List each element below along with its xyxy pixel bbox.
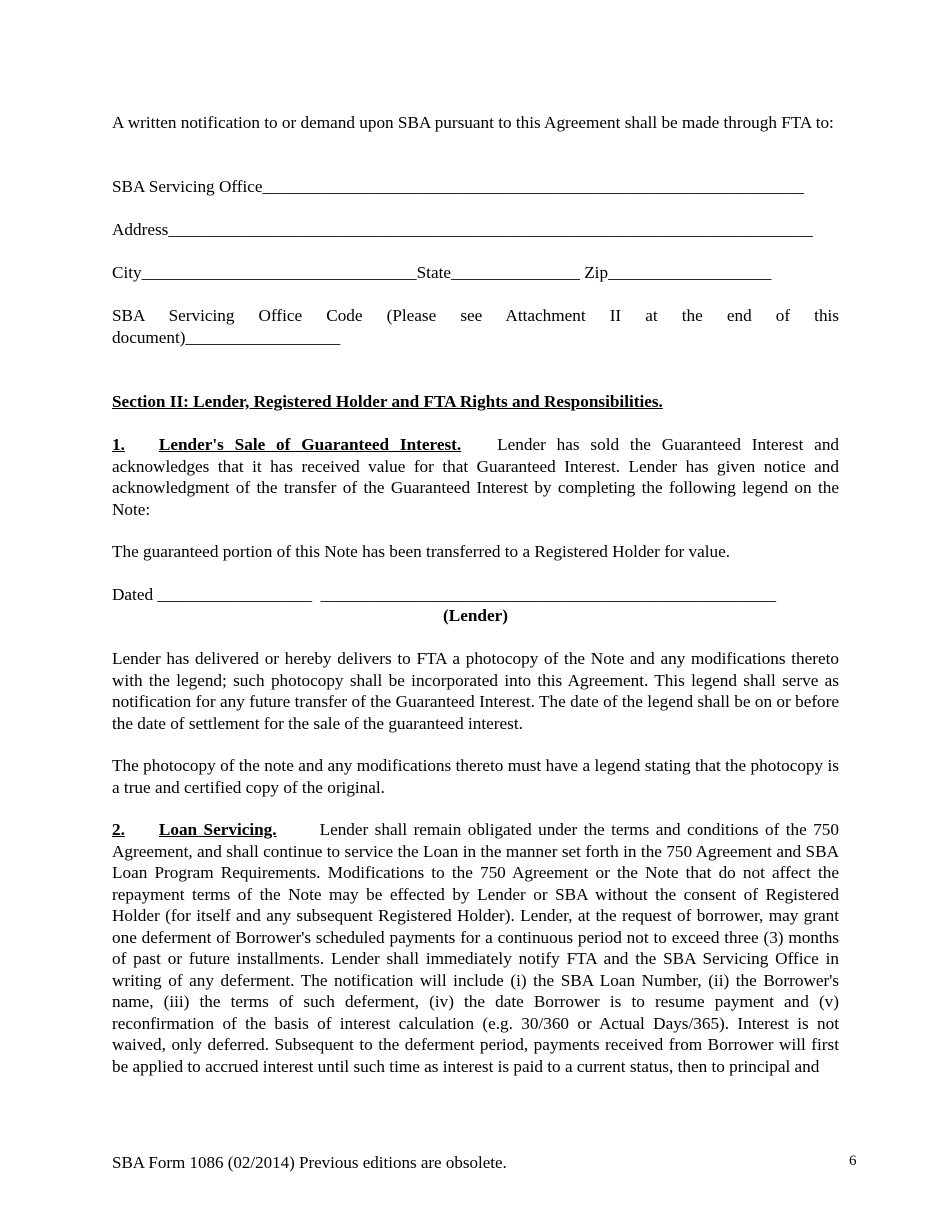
transfer-legend: The guaranteed portion of this Note has been transferred to a Registered Holder for value. (112, 542, 731, 561)
lender-signature-blank: _____________________________________________________ (320, 585, 777, 604)
item-2-paragraph (112, 819, 839, 1077)
item-1-body: Lender has sold the Guaranteed Interest and acknowledges that it has received value for that Guaranteed Interest. Lender has given notice and acknowledgment of the transfer of the Guaranteed Interest by completing the following legend on the Note: (112, 435, 840, 519)
zip-label: Zip (584, 263, 609, 282)
address-label: Address (112, 220, 169, 239)
city-state-zip-field (112, 262, 839, 284)
delivery-paragraph: Lender has delivered or hereby delivers to FTA a photocopy of the Note and any modifications thereto with the legend; such photocopy shall be incorporated into this Agreement. This legend shall serve as notification for any future transfer of the Guaranteed Interest. The date of the legend shall be on or before the date of settlement for the sale of the guaranteed interest. (112, 649, 839, 733)
office-code-blank: __________________ (185, 327, 341, 347)
item-2-number: 2. (112, 820, 125, 839)
zip-blank: ___________________ (608, 263, 772, 282)
form-footer: SBA Form 1086 (02/2014) Previous editions are obsolete. (112, 1153, 507, 1172)
photocopy-paragraph: The photocopy of the note and any modifications thereto must have a legend stating that the photocopy is a true and certified copy of the original. (112, 756, 839, 797)
office-code-text: SBA Servicing Office Code (Please see Attachment II at the end of this (112, 306, 839, 325)
city-blank: ________________________________ (141, 263, 417, 282)
state-label: State (416, 263, 451, 282)
item-1-number: 1. (112, 435, 125, 454)
servicing-office-label: SBA Servicing Office (112, 177, 263, 196)
item-2-title: Loan Servicing. (158, 820, 277, 839)
item-2-heading (112, 820, 277, 839)
address-blank: ___________________________________________________________________________ (168, 220, 813, 239)
office-code-text-cont: document) (112, 327, 186, 347)
section-2-heading: Section II: Lender, Registered Holder and FTA Rights and Responsibilities. (112, 392, 663, 411)
intro-notice: A written notification to or demand upon SBA pursuant to this Agreement shall be made through FTA to: (112, 113, 834, 132)
servicing-office-blank: _______________________________________________________________ (262, 177, 804, 196)
page-number: 6 (849, 1153, 857, 1169)
dated-signature-line (112, 584, 839, 606)
servicing-office-code-field (112, 305, 839, 348)
state-blank: _______________ (450, 263, 580, 282)
city-label: City (112, 263, 142, 282)
item-2-body: Lender shall remain obligated under the terms and conditions of the 750 Agreement, and shall continue to service the Loan in the manner set forth in the 750 Agreement and SBA Loan Program Requirements. Modifications to the 750 Agreement or the Note that do not affect the repayment terms of the Note may be effected by Lender or SBA without the consent of Registered Holder (for itself and any subsequent Registered Holder). Lender, at the request of borrower, may grant one deferment of Borrower's scheduled payments for a continuous period not to exceed three (3) months of past or future installments. Lender shall immediately notify FTA and the SBA Servicing Office in writing of any deferment. The notification will include (i) the SBA Loan Number, (ii) the Borrower's name, (iii) the terms of such deferment, (iv) the date Borrower is to resume payment and (v) reconfirmation of the basis of interest calculation (e.g. 30/360 or Actual Days/365). Interest is not waived, only deferred. Subsequent to the deferment period, payments received from Borrower will first be applied to accrued interest until such time as interest is paid to a current status, then to principal and (112, 820, 839, 1076)
servicing-office-field (112, 176, 839, 198)
address-field (112, 219, 839, 241)
item-1-title: Lender's Sale of Guaranteed Interest. (158, 435, 462, 454)
item-1-heading (112, 435, 461, 454)
dated-label: Dated (112, 585, 154, 604)
dated-blank: __________________ (157, 585, 313, 604)
item-1-paragraph (112, 434, 839, 520)
lender-caption: (Lender) (443, 606, 508, 625)
